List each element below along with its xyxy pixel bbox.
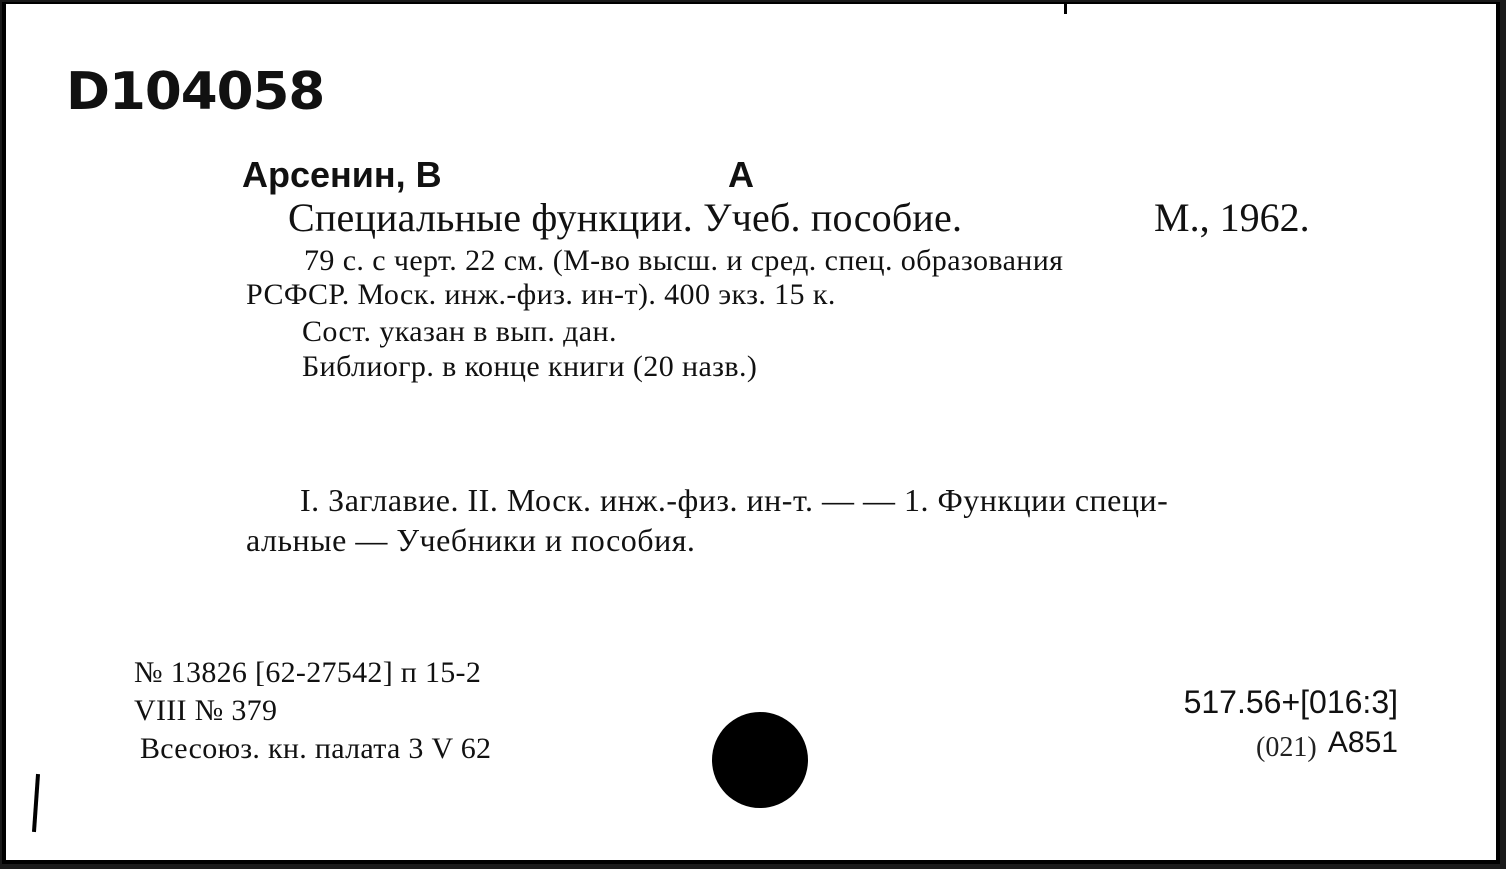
series-line: VIII № 379 bbox=[134, 694, 278, 727]
description-line: Сост. указан в вып. дан. bbox=[302, 315, 617, 348]
shelfmark: А851 bbox=[1327, 726, 1398, 759]
description-line: 79 с. с черт. 22 см. (М-во высш. и сред. спец. образования bbox=[304, 244, 1064, 277]
punch-hole bbox=[712, 712, 808, 808]
classification-code: 517.56+[016:3] bbox=[1183, 684, 1398, 720]
tracing-line: I. Заглавие. II. Моск. инж.-физ. ин-т. — — 1. Функции специ- bbox=[300, 482, 1169, 518]
card-number-line: № 13826 [62-27542] п 15-2 bbox=[134, 656, 482, 689]
inventory-number: D104058 bbox=[66, 62, 325, 122]
stamp-text: (021) bbox=[1256, 732, 1317, 763]
description-line: РСФСР. Моск. инж.-физ. ин-т). 400 экз. 15 к. bbox=[246, 278, 836, 311]
author-initial: А bbox=[728, 154, 754, 195]
chamber-line: Всесоюз. кн. палата 3 V 62 bbox=[140, 732, 492, 765]
author-name: Арсенин, В bbox=[242, 154, 442, 195]
handwritten-stamp-mark bbox=[1254, 722, 1318, 772]
tracing-line: альные — Учебники и пособия. bbox=[246, 522, 696, 558]
edge-pen-mark bbox=[32, 774, 40, 832]
imprint: М., 1962. bbox=[1154, 195, 1310, 240]
description-line: Библиогр. в конце книги (20 назв.) bbox=[302, 350, 758, 383]
catalog-card bbox=[2, 2, 1500, 864]
top-edge-mark bbox=[1064, 2, 1067, 14]
book-title: Специальные функции. Учеб. пособие. bbox=[288, 195, 963, 240]
